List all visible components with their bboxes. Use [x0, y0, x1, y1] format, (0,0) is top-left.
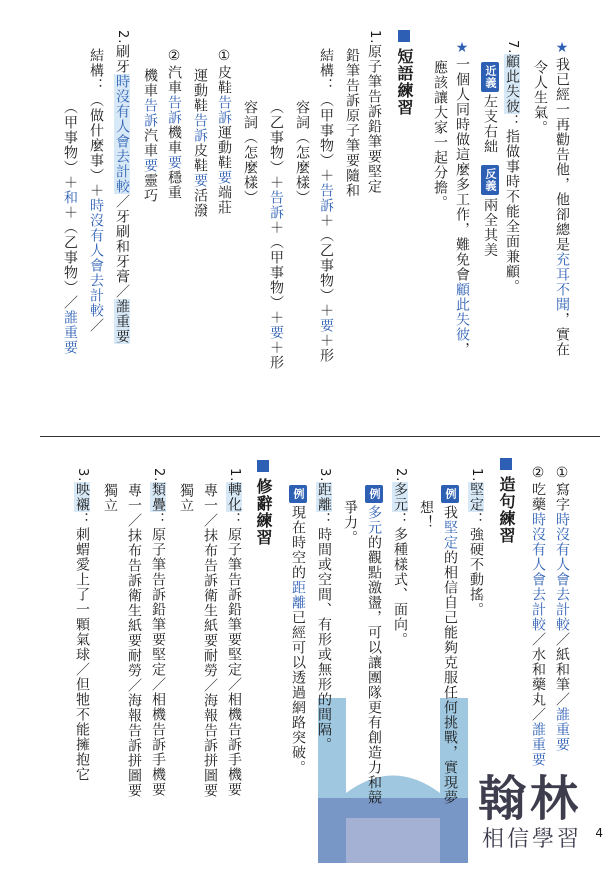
star-example-1-cont: 令人生氣。 — [532, 60, 548, 135]
rhetoric-item-2-line2: 專一／抹布告訴衛生紙要耐勞／海報告訴拼圖要 — [126, 483, 142, 798]
star-example-2: ★一個人同時做這麼多工作，難免會顧此失彼， — [454, 40, 470, 357]
phrase-sub-bottom-1: ①寫字時沒有人會去計較／紙和筆／誰重要 — [554, 465, 570, 752]
example-tag: 例 — [441, 485, 459, 503]
synonym-tag: 近義 — [481, 62, 499, 92]
rhetoric-item-1-line2: 專一／抹布告訴衛生紙要耐勞／海報告訴拼圖要 — [202, 483, 218, 798]
rhetoric-item-1-line3: 獨立 — [178, 483, 194, 513]
phrase-item-1-structure-2: （乙事物）＋告訴＋（甲事物）＋要＋形 — [268, 100, 284, 370]
sentence-item-1-cont: 想！ — [418, 500, 434, 530]
term-gucishibi: 顧此失彼 — [504, 54, 520, 115]
antonym-tag: 反義 — [481, 165, 499, 195]
phrase-item-1-structure-cont: 容詞（怎麼樣） — [294, 100, 310, 205]
example-tag: 例 — [365, 485, 383, 503]
phrase-sub-2-line1: ②汽車告訴機車要穩重 — [166, 48, 182, 200]
sentence-item-1-example: 例我堅定的相信自己能夠克服任何挑戰，實現夢 — [440, 483, 460, 805]
square-icon — [500, 458, 512, 470]
sentence-item-2-cont: 爭力。 — [342, 500, 358, 545]
rhetoric-item-3: 3.映襯：刺蝟愛上了一顆氣球／但牠不能擁抱它 — [74, 468, 90, 783]
phrase-item-2-line1: 2.刷牙時沒有人會去計較／牙刷和牙膏／誰重要 — [114, 30, 130, 345]
phrase-item-2-structure-cont: （甲事物）＋和＋（乙事物）／誰重要 — [62, 100, 78, 355]
phrase-sub-2-line2: 機車告訴汽車要靈巧 — [142, 68, 158, 203]
example-tag: 例 — [289, 485, 307, 503]
logo-slogan: 相信學習 — [482, 827, 583, 852]
phrase-item-1-line2: 鉛筆告訴原子筆要隨和 — [344, 48, 360, 198]
item-7-definition: 7.顧此失彼：指做事時不能全面兼顧。 — [504, 40, 520, 295]
square-icon — [257, 460, 269, 472]
item-7-synonyms: 近義左支右絀 反義兩全其美 — [480, 60, 500, 257]
section-heading-rhetoric: 修辭練習 — [252, 460, 274, 546]
phrase-sub-1-line1: ①皮鞋告訴運動鞋要端莊 — [216, 48, 232, 215]
phrase-sub-bottom-2: ②吃藥時沒有人會去計較／水和藥丸／誰重要 — [530, 465, 546, 767]
phrase-item-1-structure-2-cont: 容詞（怎麼樣） — [242, 100, 258, 205]
page-number: 4 — [595, 826, 603, 840]
star-icon: ★ — [454, 40, 470, 57]
sentence-item-3-example: 例現在時空的距離已經可以透過網路突破。 — [288, 483, 308, 775]
star-icon: ★ — [554, 40, 570, 57]
sentence-item-3: 3.距離：時間或空間、有形或無形的間隔。 — [316, 468, 332, 753]
phrase-item-1-structure: 結構：（甲事物）＋告訴＋（乙事物）＋要＋形 — [318, 48, 334, 363]
sentence-item-1: 1.堅定：強硬不動搖。 — [468, 468, 484, 618]
star-example-2-cont: 應該讓大家一起分擔。 — [432, 60, 448, 210]
section-divider — [40, 436, 600, 437]
section-heading-phrase: 短語練習 — [393, 30, 415, 116]
rhetoric-item-2-line3: 獨立 — [102, 483, 118, 513]
phrase-item-1-line1: 1.原子筆告訴鉛筆要堅定 — [366, 30, 382, 195]
phrase-sub-1-line2: 運動鞋告訴皮鞋要活潑 — [192, 68, 208, 218]
phrase-item-2-structure: 結構：（做什麼事）＋時沒有人會去計較／ — [88, 48, 104, 333]
square-icon — [398, 30, 410, 42]
section-heading-sentence: 造句練習 — [495, 458, 517, 544]
rhetoric-item-2: 2.類疊：原子筆告訴鉛筆要堅定／相機告訴手機要 — [150, 468, 166, 798]
sentence-item-2-example: 例多元的觀點激盪，可以讓團隊更有創造力和競 — [364, 483, 384, 805]
logo-name: 翰林 — [478, 771, 583, 827]
rhetoric-item-1: 1.轉化：原子筆告訴鉛筆要堅定／相機告訴手機要 — [226, 468, 242, 798]
sentence-item-2: 2.多元：多種樣式、面向。 — [392, 468, 408, 648]
star-example-1: ★我已經一再勸告他，他卻總是充耳不聞，實在 — [554, 40, 570, 357]
